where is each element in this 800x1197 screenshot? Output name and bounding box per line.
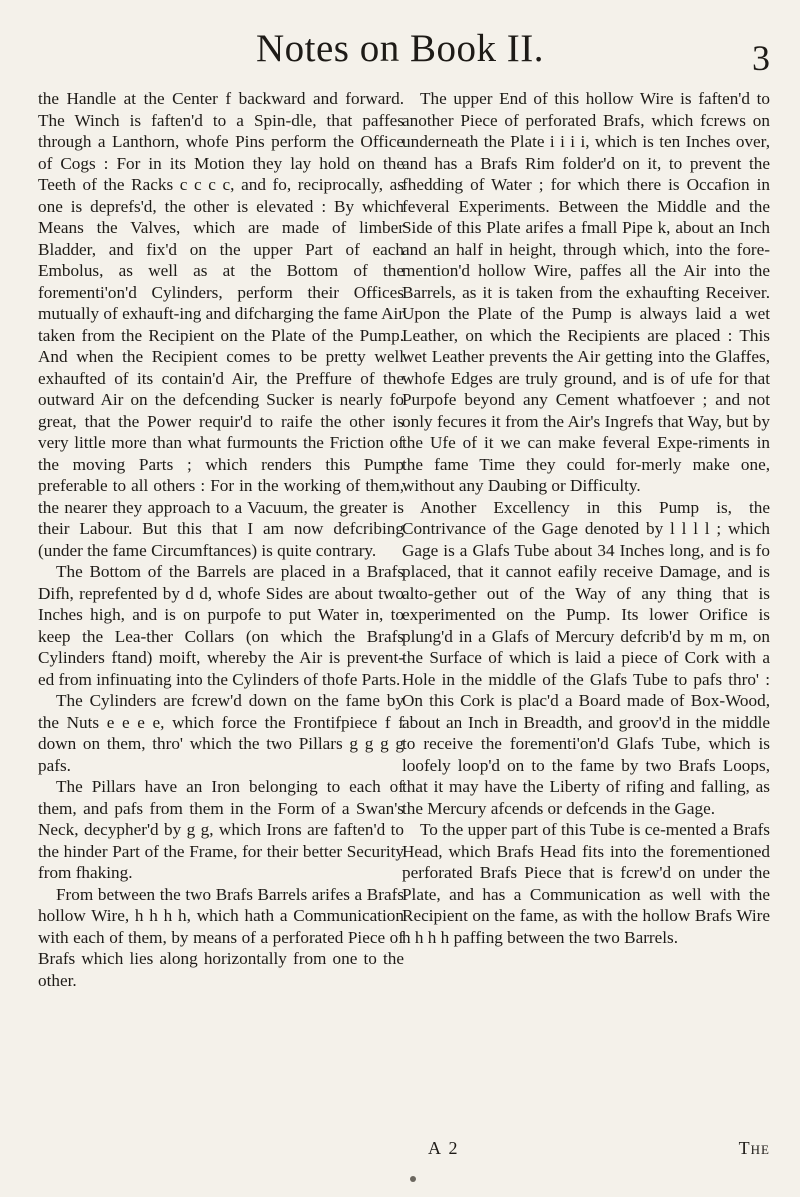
paragraph: From between the two Brafs Barrels arifes a Brafs hollow Wire, h h h h, which hath a Communication with each of them, by means of a perforated Piece of Brafs which lies along horizontally from one to the other. — [38, 884, 404, 990]
running-title: Notes on Book II. — [256, 27, 544, 70]
paragraph: To the upper part of this Tube is ce-mented a Brafs Head, which Brafs Head fits into the forementioned perforated Brafs Piece that is fcrew'd on under the Plate, and has a Communication as well with the Recipient on the fame, as with the hollow Brafs Wire h h h h paffing between the two Barrels. — [402, 820, 770, 947]
signature-mark: A 2 — [428, 1138, 460, 1158]
paragraph: The Cylinders are fcrew'd down on the fame by the Nuts e e e e, which force the Frontifpiece f f down on them, thro' which the two Pillars g g g g pafs. — [38, 691, 404, 775]
paragraph: the Handle at the Center f backward and forward. The Winch is faften'd to a Spin-dle, that paffes through a Lanthorn, whofe Pins perform the Office of Cogs : For in its Motion they lay hold on the Teeth of the Racks c c c c, and fo, reciprocally, as one is deprefs'd, the other is elevated : By which Means the Valves, which are made of limber Bladder, and fix'd on the upper Part of each Embolus, as well as at the Bottom of the forementi'on'd Cylinders, perform their Offices mutually of exhauft-ing and difcharging the fame Air taken from the Recipient on the Plate of the Pump. And when the Recipient comes to be pretty well exhaufted of its contain'd Air, the Preffure of the outward Air on the defcending Sucker is nearly fo great, that the Power requir'd to raife the other is very little more than what furmounts the Friction of the moving Parts ; which renders this Pump preferable to all others : For in the working of them, the nearer they approach to a Vacuum, the greater is their Labour. But this that I am now defcribing (under the fame Circumftances) is quite contrary. — [38, 89, 404, 560]
page-number: 3 — [752, 38, 770, 78]
ink-spot — [410, 1176, 416, 1182]
paragraph: Another Excellency in this Pump is, the Contrivance of the Gage denoted by l l l l ; which Gage is a Glafs Tube about 34 Inches long, and is fo placed, that it cannot eafily receive Damage, and is alto-gether out of the Way of any thing that is experimented on the Pump. Its lower Orifice is plung'd in a Glafs of Mercury defcrib'd by m m, on the Surface of which is laid a piece of Cork with a Hole in the middle of the Glafs Tube to pafs thro' : On this Cork is plac'd a Board made of Box-Wood, about an Inch in Breadth, and groov'd in the middle to receive the forementi'on'd Glafs Tube, which is loofely loop'd on to the fame by two Brafs Loops, that it may have the Liberty of rifing and falling, as the Mercury afcends or defcends in the Gage. — [402, 497, 770, 818]
left-column — [38, 88, 404, 991]
page-header — [0, 14, 800, 84]
right-column — [402, 88, 770, 948]
paragraph: The Pillars have an Iron belonging to each of them, and pafs from them in the Form of a Swan's Neck, decypher'd by g g, which Irons are faften'd to the hinder Part of the Frame, for their better Security from fhaking. — [38, 777, 404, 882]
paragraph: The upper End of this hollow Wire is faften'd to another Piece of perforated Brafs, which fcrews on underneath the Plate i i i i, which is ten Inches over, and has a Brafs Rim folder'd on it, to prevent the fhedding of Water ; for which there is Occafion in feveral Experiments. Between the Middle and the Side of this Plate arifes a fmall Pipe k, about an Inch and an half in height, through which, into the fore-mention'd hollow Wire, paffes all the Air into the Barrels, as it is taken from the exhaufting Receiver. Upon the Plate of the Pump is always laid a wet Leather, on which the Recipients are placed : This wet Leather prevents the Air getting into the Glaffes, whofe Edges are truly ground, and is of ufe for that Purpofe beyond any Cement whatfoever ; and not only fecures it from the Air's Ingrefs that Way, but by the Ufe of it we can make feveral Expe-riments in the fame Time they could for-merly make one, without any Daubing or Difficulty. — [402, 89, 770, 495]
page-footer — [402, 1138, 770, 1162]
catchword: The — [738, 1138, 770, 1158]
paragraph: The Bottom of the Barrels are placed in a Brafs Difh, reprefented by d d, whofe Sides are about two Inches high, and is on purpofe to put Water in, to keep the Lea-ther Collars (on which the Brafs Cylinders ftand) moift, whereby the Air is prevent-ed from infinuating into the Cylinders of thofe Parts. — [38, 562, 404, 689]
